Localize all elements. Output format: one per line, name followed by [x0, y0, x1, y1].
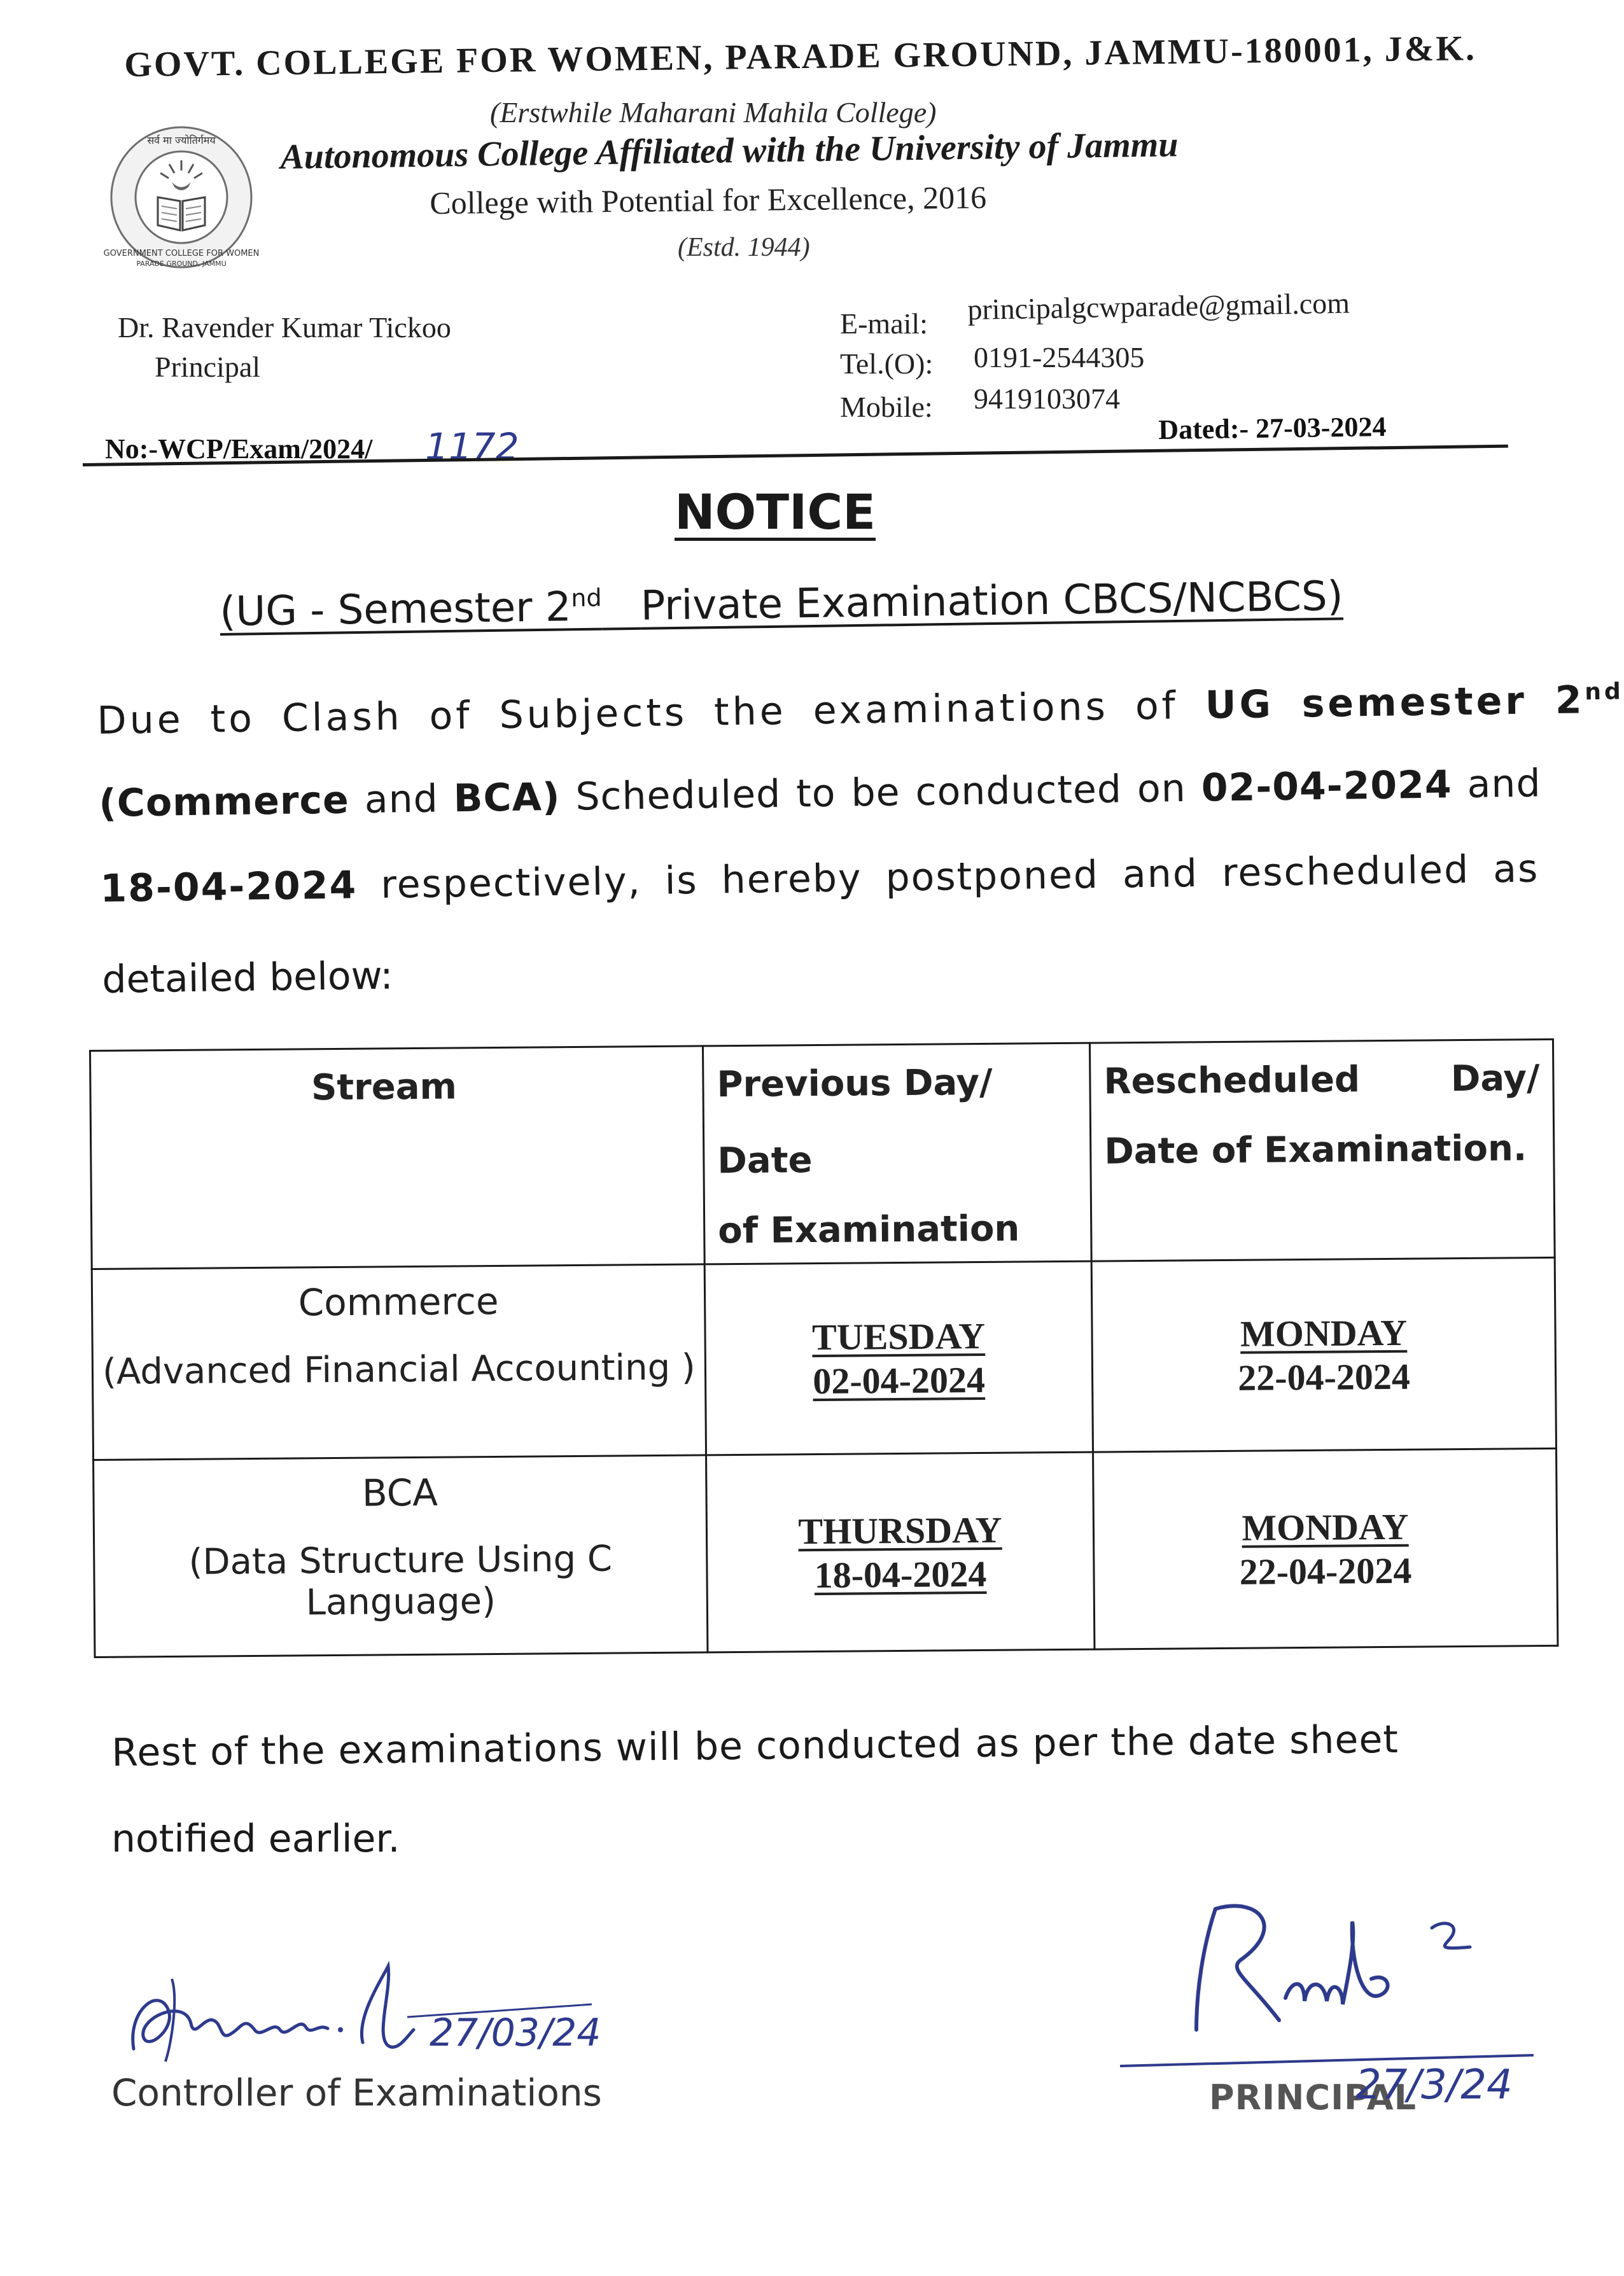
header-stream-label: Stream	[311, 1066, 458, 1109]
tel-value: 0191-2544305	[974, 341, 1145, 374]
footer-note-line-1: Rest of the examinations will be conducted as per the date sheet	[111, 1717, 1399, 1775]
college-established: (Estd. 1944)	[678, 233, 810, 262]
previous-date: 02-04-2024	[813, 1358, 986, 1402]
rescheduled-date: 22-04-2024	[1239, 1549, 1412, 1593]
email-value[interactable]: principalgcwparade@gmail.com	[967, 286, 1350, 326]
row-commerce-rescheduled	[1091, 1257, 1556, 1452]
notice-paragraph-line-4: detailed below:	[102, 953, 394, 1002]
principal-name: Dr. Ravender Kumar Tickoo	[118, 311, 451, 344]
rescheduled-day: MONDAY	[1242, 1505, 1409, 1549]
controller-signature-date: 27/03/24	[430, 2011, 601, 2055]
table-row	[92, 1257, 1556, 1460]
row-bca-previous	[706, 1452, 1095, 1652]
header-previous-line-2: of Examination	[718, 1208, 1020, 1252]
notice-paragraph-line-3: 18-04-2024 respectively, is hereby postponed and rescheduled as	[100, 846, 1539, 911]
mobile-value: 9419103074	[974, 382, 1120, 415]
row-bca-stream	[94, 1455, 708, 1658]
emblem-motto: सर्व मा ज्योतिर्गमय	[147, 134, 216, 146]
row-commerce-previous	[704, 1261, 1093, 1455]
college-excellence-status: College with Potential for Excellence, 2016	[430, 179, 987, 221]
row-commerce-stream	[92, 1264, 706, 1460]
rescheduled-day: MONDAY	[1240, 1311, 1408, 1355]
stream-paper: (Advanced Financial Accounting )	[102, 1346, 696, 1393]
footer-note-line-2: notified earlier.	[111, 1817, 400, 1861]
reference-number: No:-WCP/Exam/2024/	[105, 433, 373, 464]
controller-signature	[108, 1941, 617, 2084]
notice-date: Dated:- 27-03-2024	[1158, 411, 1387, 445]
stream-paper: (Data Structure Using C Language)	[188, 1538, 613, 1624]
previous-date: 18-04-2024	[814, 1553, 987, 1596]
college-emblem-icon	[103, 121, 260, 274]
header-previous-date	[703, 1043, 1091, 1264]
reference-handwritten-number: 1172	[425, 425, 519, 468]
table-row	[94, 1448, 1558, 1657]
controller-of-examinations-title: Controller of Examinations	[111, 2071, 602, 2114]
principal-signature-icon	[1114, 1883, 1527, 2049]
header-stream	[90, 1046, 705, 1269]
stream-name: BCA	[361, 1470, 438, 1515]
principal-stamp: PRINCIPAL	[1209, 2077, 1417, 2118]
emblem-ring-text: GOVERNMENT COLLEGE FOR WOMEN	[103, 249, 260, 258]
tel-label: Tel.(O):	[840, 347, 934, 380]
controller-signature-icon	[108, 1941, 617, 2081]
mobile-label: Mobile:	[840, 391, 933, 423]
college-affiliation: Autonomous College Affiliated with the University of Jammu	[280, 125, 1179, 177]
rescheduled-date: 22-04-2024	[1238, 1355, 1411, 1399]
header-rescheduled-date	[1089, 1039, 1555, 1261]
table-header-row	[90, 1039, 1555, 1269]
notice-paragraph-line-2: (Commerce and BCA) Scheduled to be conducted on 02-04-2024 and	[99, 761, 1541, 826]
previous-day: TUESDAY	[811, 1315, 986, 1358]
exam-reschedule-table	[89, 1038, 1558, 1658]
college-emblem-logo	[103, 121, 260, 274]
college-former-name: (Erstwhile Maharani Mahila College)	[490, 96, 937, 129]
principal-signature-date: 27/3/24	[1355, 2062, 1513, 2109]
principal-signature	[1114, 1883, 1527, 2052]
notice-subtitle: (UG - Semester 2nd Private Examination CBCS/NCBCS)	[220, 573, 1344, 636]
college-name: GOVT. COLLEGE FOR WOMEN, PARADE GROUND, JAMMU-180001, J&K.	[124, 29, 1477, 85]
header-previous-line-1: Previous Day/ Date	[717, 1061, 993, 1182]
emblem-bottom-text: PARADE GROUND, JAMMU	[136, 260, 227, 268]
row-bca-rescheduled	[1093, 1448, 1558, 1649]
notice-paragraph-line-1: Due to Clash of Subjects the examinations of UG semester 2nd	[97, 678, 1624, 743]
stream-name: Commerce	[298, 1279, 499, 1325]
principal-title: Principal	[155, 351, 261, 383]
notice-title: NOTICE	[675, 484, 876, 540]
previous-day: THURSDAY	[798, 1509, 1002, 1552]
header-rescheduled-line-1: Rescheduled Day/	[1103, 1058, 1540, 1103]
header-rescheduled-line-2: Date of Examination.	[1104, 1128, 1527, 1173]
email-label: E-mail:	[840, 307, 928, 340]
